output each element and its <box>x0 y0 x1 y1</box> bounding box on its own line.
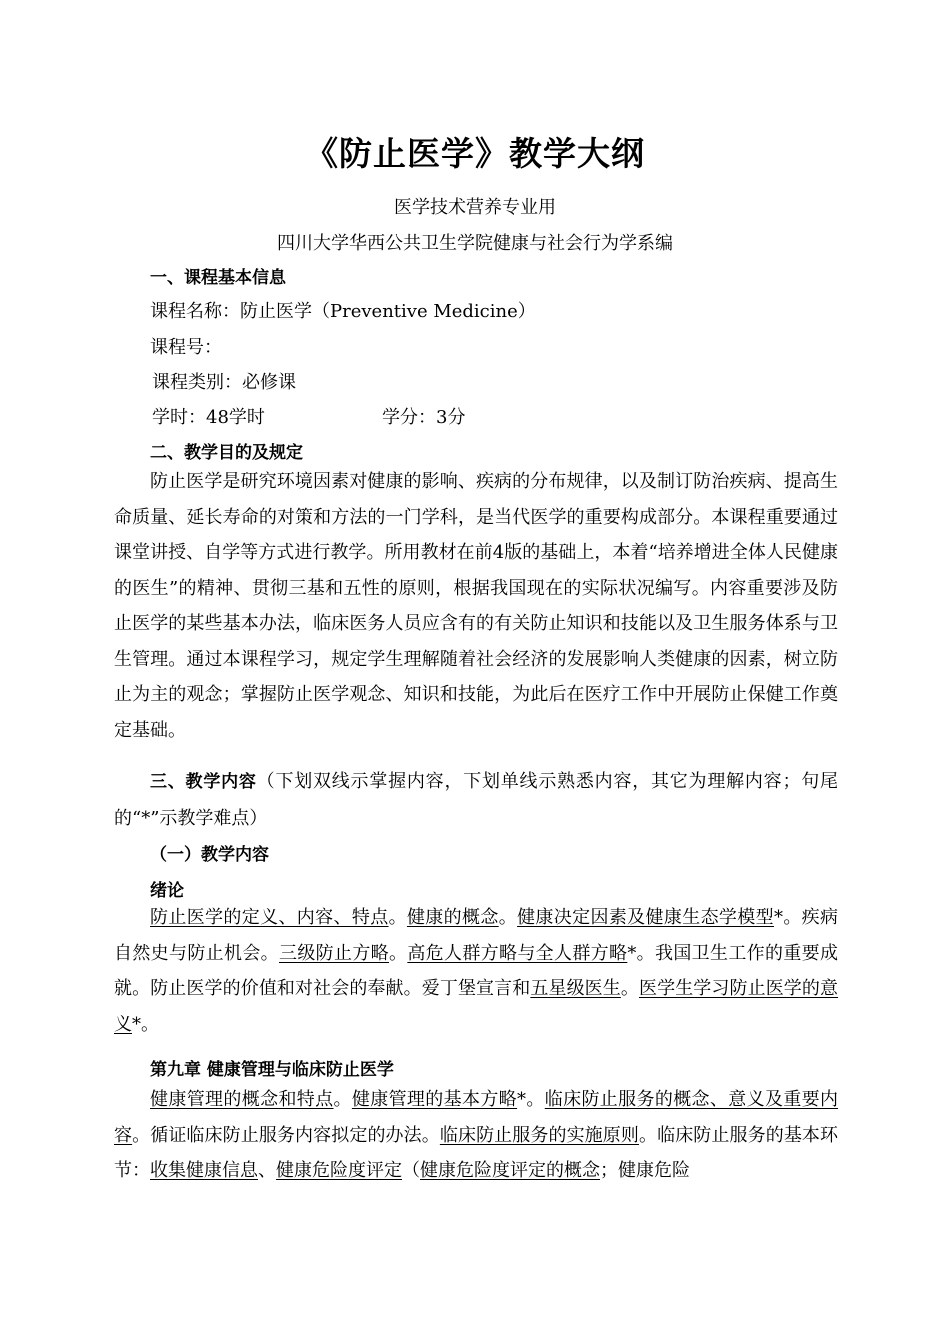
section-3-note: （下划双线示掌握内容，下划单线示熟悉内容，其它为理解内容；句尾的“*”示教学难点） <box>114 771 839 829</box>
chapter-9-item: 健康管理的概念和特点 <box>150 1089 334 1110</box>
intro-item: 健康决定因素及健康生态学模型 <box>517 907 774 928</box>
text-run: ；健康危险 <box>600 1160 690 1181</box>
text-run: 、 <box>258 1160 276 1181</box>
chapter-9-item: 临床防止服务的概念、意义及重要内容 <box>114 1089 839 1146</box>
chapter-9-heading: 第九章 健康管理与临床防止医学 <box>150 1060 394 1080</box>
intro-heading: 绪论 <box>150 881 184 901</box>
subtitle-department: 四川大学华西公共卫生学院健康与社会行为学系编 <box>277 233 673 254</box>
text-run: *。 <box>517 1089 545 1110</box>
subsection-1-heading: （一）教学内容 <box>150 845 269 865</box>
intro-paragraph <box>114 900 838 1042</box>
section-2-heading: 二、教学目的及规定 <box>150 443 303 463</box>
chapter-9-paragraph <box>114 1082 838 1189</box>
intro-item: 三级防止方略 <box>279 942 389 964</box>
intro-item: 健康的概念 <box>406 907 499 928</box>
text-run: 。临床防止服务的基本环节： <box>114 1124 839 1181</box>
chapter-9-item: 收集健康信息 <box>150 1160 258 1181</box>
course-name: 课程名称：防止医学（Preventive Medicine） <box>150 301 536 322</box>
section-1-heading: 一、课程基本信息 <box>150 268 286 288</box>
section-2-paragraph: 防止医学是研究环境因素对健康的影响、疾病的分布规律，以及制订防治疾病、提高生命质量、延长寿命的对策和方法的一门学科，是当代医学的重要构成部分。本课程重要通过课堂讲授、自学等方式进行教学。所用教材在前4版的基础上，本着“培养增进全体人民健康的医生”的精神、贯彻三基和五性的原则，根据我国现在的实际状况编写。内容重要涉及防止医学的某些基本办法，临床医务人员应含有的有关防止知识和技能以及卫生服务体系与卫生管理。通过本课程学习，规定学生理解随着社会经济的发展影响人类健康的因素，树立防止为主的观念；掌握防止医学观念、知识和技能，为此后在医疗工作中开展防止保健工作奠定基础。 <box>114 471 838 741</box>
intro-item: 高危人群方略与全人群方略 <box>407 942 628 964</box>
text-run: *。疾病自然史与防止机会。 <box>114 907 839 964</box>
course-hours: 学时：48学时 <box>152 407 265 428</box>
text-run: *。 <box>132 1013 159 1035</box>
text-run: 。 <box>620 978 639 999</box>
text-run: 。 <box>389 942 408 964</box>
text-run: 。 <box>498 907 518 928</box>
chapter-9-item: 健康管理的基本方略 <box>351 1089 518 1110</box>
course-type: 课程类别：必修课 <box>152 372 296 393</box>
intro-item: 防止医学的定义、内容、特点 <box>150 907 389 928</box>
text-run: （ <box>402 1160 420 1181</box>
text-run: 。 <box>388 907 407 928</box>
chapter-9-item: 健康危险度评定的概念 <box>420 1160 600 1181</box>
text-run: 。 <box>333 1089 352 1110</box>
subtitle-major: 医学技术营养专业用 <box>394 197 556 218</box>
chapter-9-item: 健康危险度评定 <box>276 1160 402 1181</box>
chapter-9-item: 临床防止服务的实施原则 <box>439 1124 639 1146</box>
intro-item: 五星级医生 <box>530 978 621 999</box>
section-3-intro <box>114 764 838 836</box>
course-credits: 学分：3分 <box>382 407 466 428</box>
text-run: 。循证临床防止服务内容拟定的办法。 <box>132 1124 440 1146</box>
intro-item: 医学生学习防止医学的意义 <box>114 978 839 1035</box>
section-3-heading: 三、教学内容 <box>150 772 257 792</box>
course-number: 课程号： <box>150 337 222 358</box>
text-run: *。我国卫生工作的重要成就。防止医学的价值和对社会的奉献。爱丁堡宣言和 <box>114 942 839 999</box>
document-title: 《防止医学》教学大纲 <box>305 134 645 173</box>
